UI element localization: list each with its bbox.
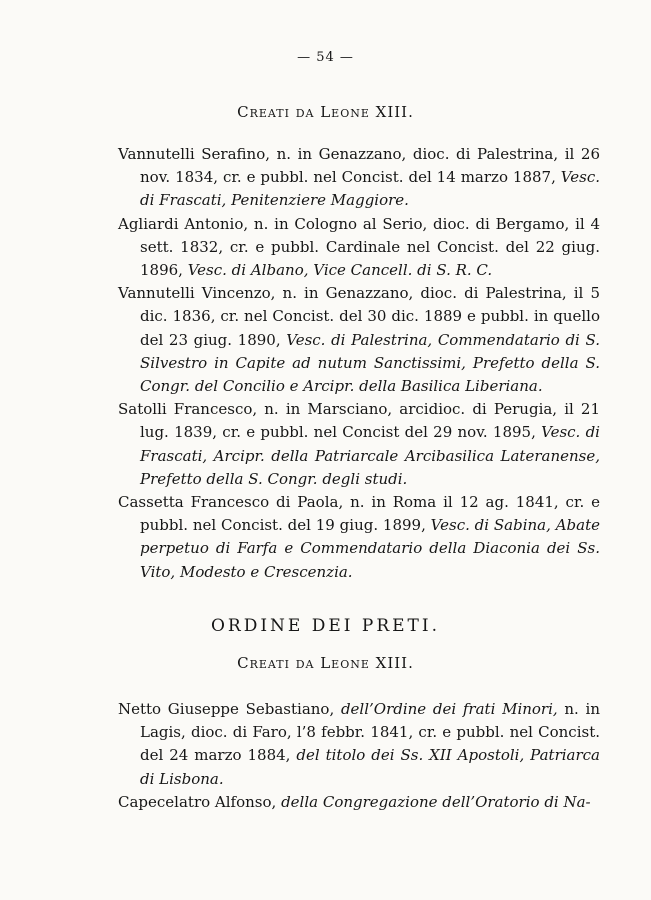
- section-heading-creati-2: Creati da Leone XIII.: [237, 654, 414, 672]
- entries-list-1: [118, 143, 600, 584]
- section-title-ordine-dei-preti: ORDINE DEI PRETI.: [210, 616, 441, 636]
- entry-cassetta-francesco: Cassetta Francesco di Paola, n. in Roma il 12 ag. 1841, cr. e pubbl. nel Concist. del 19 giug. 1899, Vesc. di Sabina, Abate perpetuo di Farfa e Commendatario della Diaconia dei Ss. Vito, Modesto e Crescenzia.: [118, 493, 600, 581]
- entry-capecelatro-alfonso: Capecelatro Alfonso, della Congregazione dell’Oratorio di Na-: [118, 792, 591, 811]
- entry-netto-giuseppe: Netto Giuseppe Sebastiano, dell’Ordine dei frati Minori, n. in Lagis, dioc. di Faro, l’8 febbr. 1841, cr. e pubbl. nel Concist. del 24 marzo 1884, del titolo dei Ss. XII Apostoli, Patriarca di Lisbona.: [118, 700, 600, 788]
- entry-satolli-francesco: Satolli Francesco, n. in Marsciano, arcidioc. di Perugia, il 21 lug. 1839, cr. e pubbl. nel Concist del 29 nov. 1895, Vesc. di Frascati, Arcipr. della Patriarcale Arcibasilica Lateranense, Prefetto della S. Congr. degli studi.: [118, 400, 600, 488]
- page-number: — 54 —: [297, 50, 354, 65]
- entry-agliardi-antonio: Agliardi Antonio, n. in Cologno al Serio, dioc. di Bergamo, il 4 sett. 1832, cr. e pubbl. Cardinale nel Concist. del 22 giug. 1896, Vesc. di Albano, Vice Cancell. di S. R. C.: [118, 214, 600, 280]
- entries-list-2: [118, 698, 600, 814]
- entry-vannutelli-vincenzo: Vannutelli Vincenzo, n. in Genazzano, dioc. di Palestrina, il 5 dic. 1836, cr. nel Concist. del 30 dic. 1889 e pubbl. in quello del 23 giug. 1890, Vesc. di Palestrina, Commendatario di S. Silvestro in Capite ad nutum Sanctissimi, Prefetto della S. Congr. del Concilio e Arcipr. della Basilica Liberiana.: [118, 284, 600, 396]
- entry-vannutelli-serafino: Vannutelli Serafino, n. in Genazzano, dioc. di Palestrina, il 26 nov. 1834, cr. e pubbl. nel Concist. del 14 marzo 1887, Vesc. di Frascati, Penitenziere Maggiore.: [118, 145, 600, 210]
- section-heading-creati: Creati da Leone XIII.: [237, 103, 414, 121]
